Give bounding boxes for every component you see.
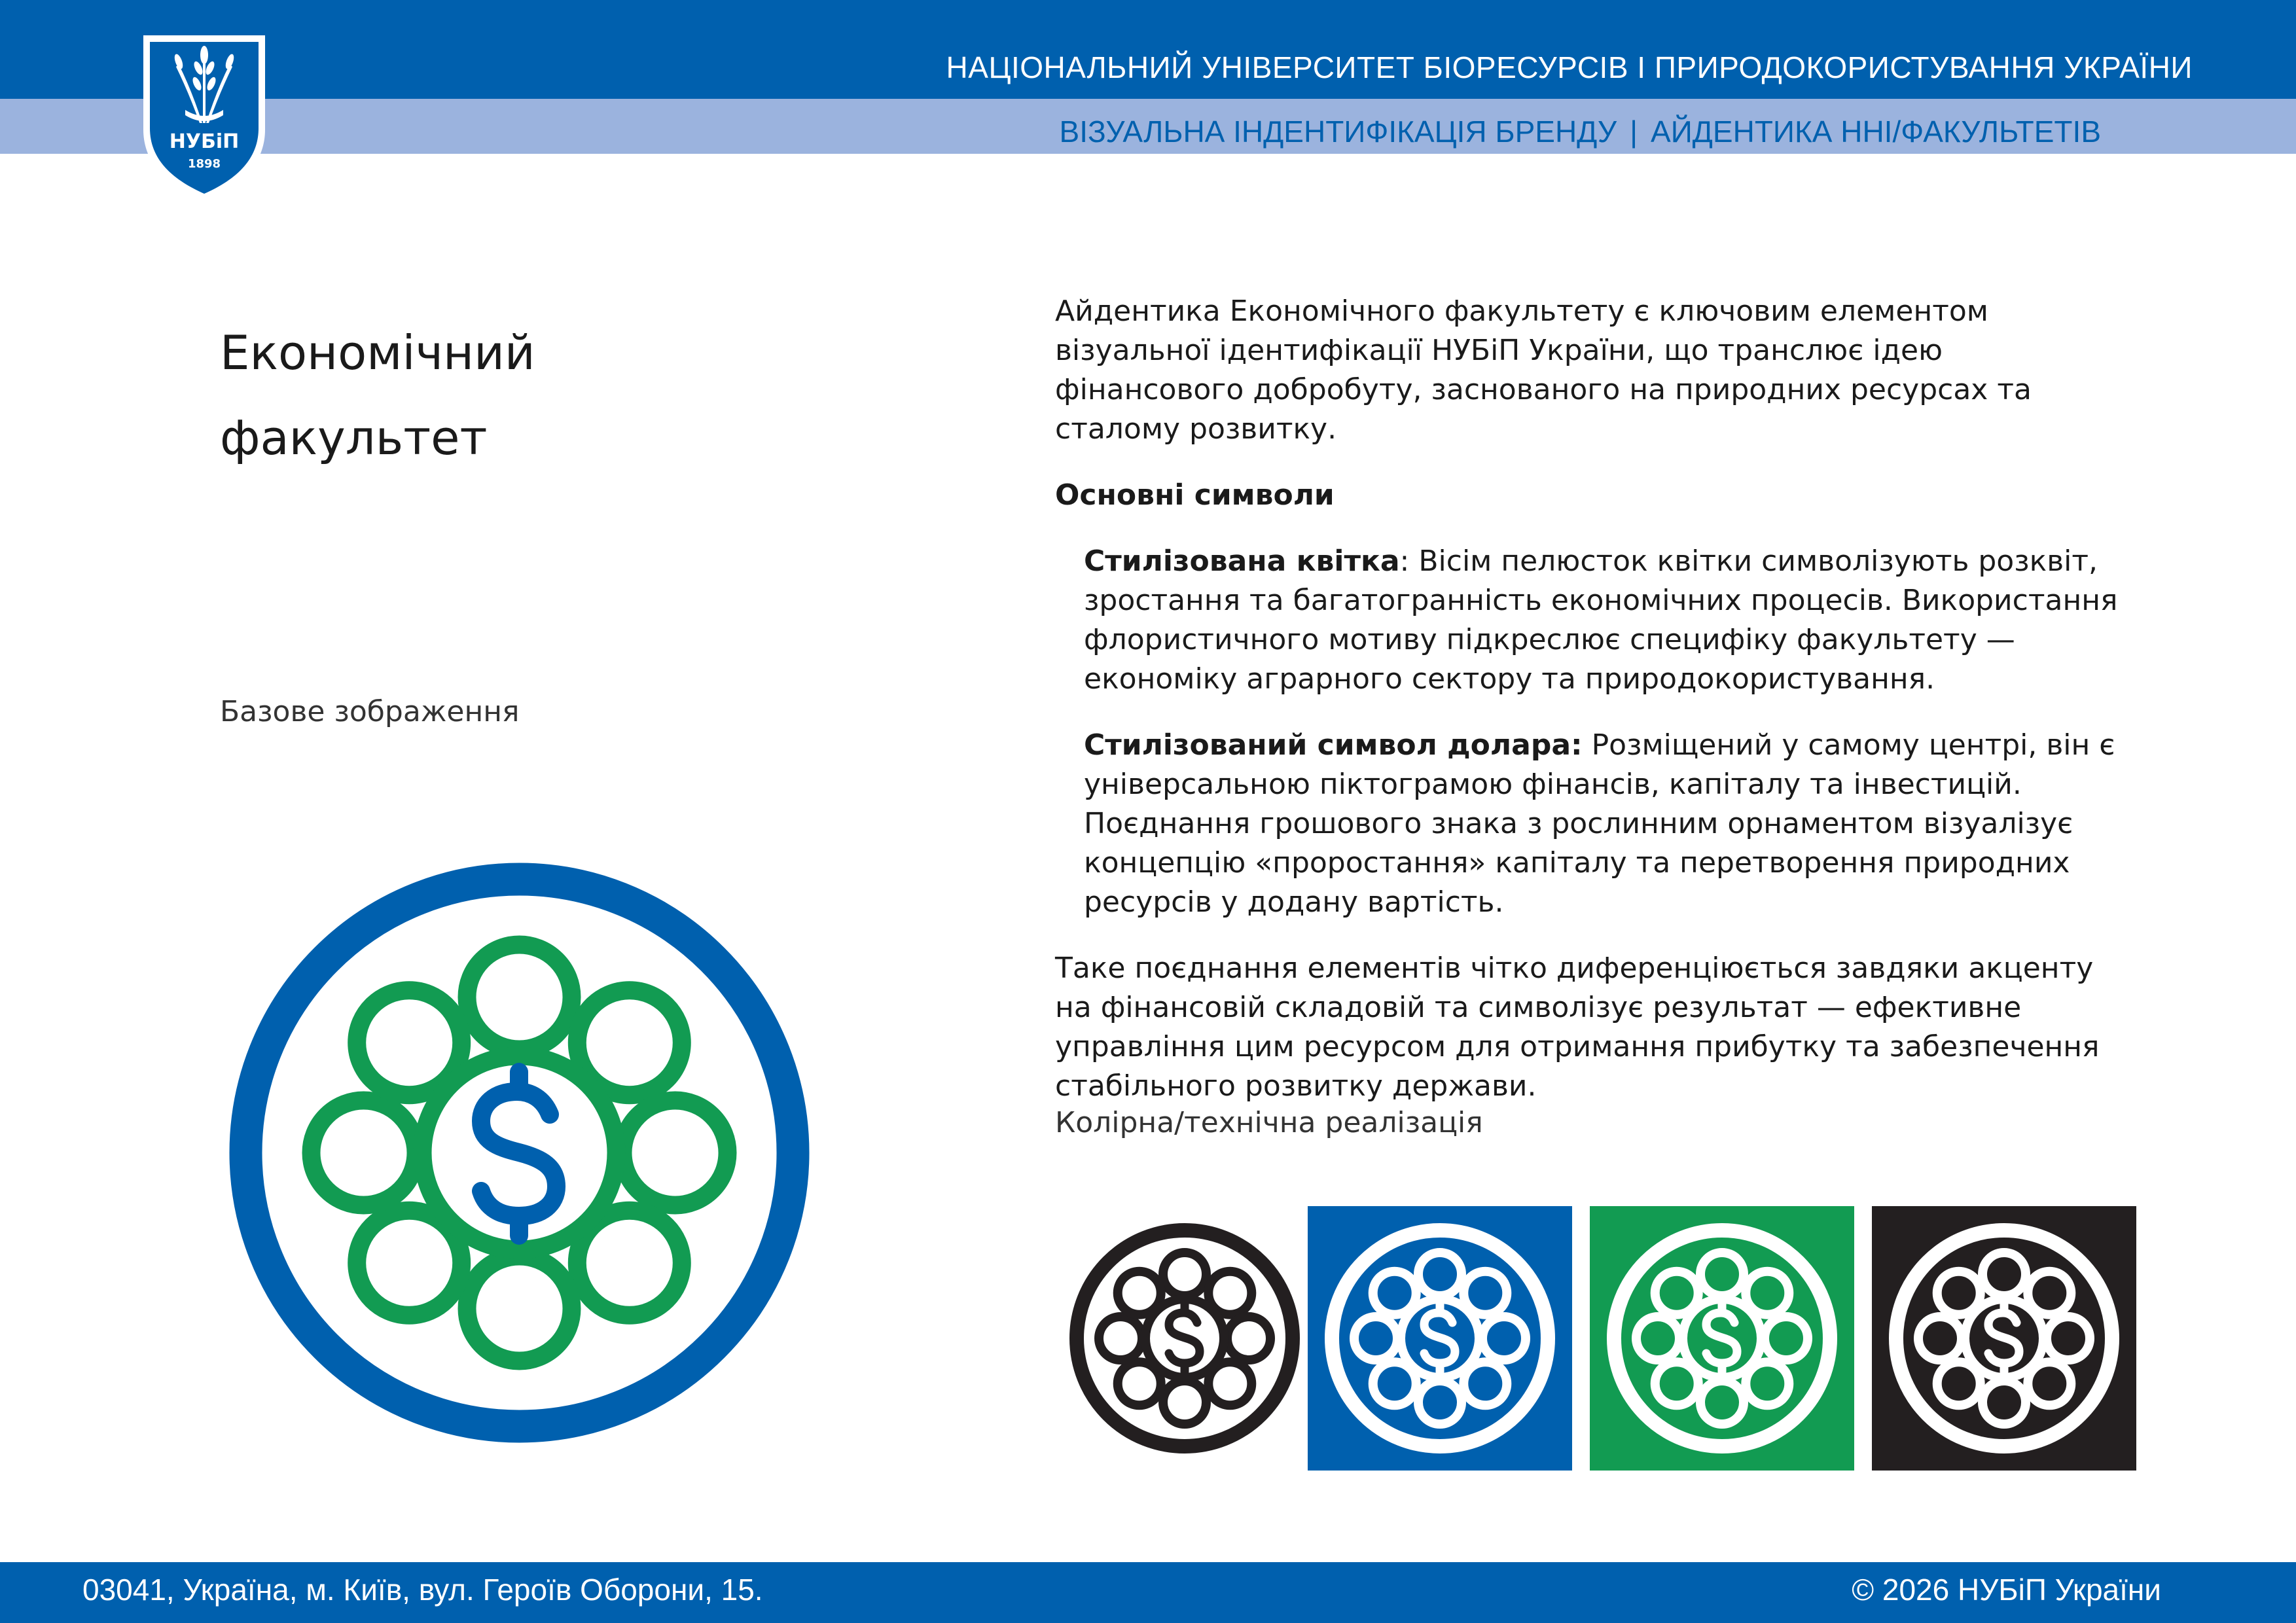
flower-text: : Вісім пелюсток квітки символізують розквіт, зростання та багатогранність економічних процесів. Використання флористичного мотиву підкреслює специфіку факультету — економіку аграрного сектору та природокористування. — [1084, 544, 2118, 696]
logo-year: 1898 — [187, 157, 221, 171]
university-name: НАЦІОНАЛЬНИЙ УНІВЕРСИТЕТ БІОРЕСУРСІВ І ПРИРОДОКОРИСТУВАННЯ УКРАЇНИ — [946, 50, 2193, 84]
dollar-text: Розміщений у самому центрі, він є універсальною піктограмою фінансів, капіталу та інвестицій. Поєднання грошового знака з рослинним орнаментом візуалізує концепцію «проростання» капіталу та перетворення природних ресурсів у додану вартість. — [1084, 728, 2115, 919]
dollar-term: Стилізований символ долара: — [1084, 728, 1583, 762]
flower-paragraph — [1084, 542, 2128, 699]
variant-emblem-icon — [1872, 1206, 2136, 1471]
flower-term: Стилізована квітка — [1084, 544, 1400, 578]
page-title-line2: факультет — [220, 410, 488, 465]
variant-green — [1590, 1206, 1854, 1471]
variant-emblem-icon — [1590, 1206, 1854, 1471]
footer-address: 03041, Україна, м. Київ, вул. Героїв Оборони, 15. — [82, 1573, 763, 1607]
footer-copyright: © 2026 НУБіП України — [1852, 1573, 2161, 1607]
variant-emblem-icon — [1308, 1206, 1572, 1471]
dollar-paragraph — [1084, 726, 2128, 922]
variant-blue — [1308, 1206, 1572, 1471]
page-title — [220, 310, 535, 480]
breadcrumb-subsection[interactable]: АЙДЕНТИКА ННІ/ФАКУЛЬТЕТІВ — [1651, 115, 2101, 149]
petal — [467, 945, 572, 1050]
variant-emblem-icon — [1052, 1206, 1317, 1471]
breadcrumb-section[interactable]: ВІЗУАЛЬНА ІНДЕНТИФІКАЦІЯ БРЕНДУ — [1059, 115, 1617, 149]
symbols-heading: Основні символи — [1055, 478, 1335, 512]
petal — [467, 1257, 572, 1361]
variant-black-outline — [1052, 1206, 1317, 1471]
base-image-label: Базове зображення — [220, 695, 520, 728]
logo-abbr: НУБіП — [169, 130, 240, 153]
flower-dollar-icon — [312, 945, 728, 1361]
petal — [312, 1101, 416, 1205]
conclusion-paragraph: Таке поєднання елементів чітко диференціюється завдяки акценту на фінансовій складовій та символізує результат — ефективне управління цим ресурсом для отримання прибутку та забезпечення стабільного розвитку держави. — [1055, 952, 2100, 1103]
description-block — [1055, 292, 2128, 1133]
variant-black — [1872, 1206, 2136, 1471]
intro-paragraph: Айдентика Економічного факультету є ключовим елементом візуальної ідентифікації НУБіП України, що транслює ідею фінансового добробуту, заснованого на природних ресурсах та сталому розвитку. — [1055, 294, 2032, 446]
main-emblem — [229, 863, 810, 1443]
university-logo[interactable] — [139, 31, 269, 207]
petal — [623, 1101, 728, 1205]
section-breadcrumb — [1060, 114, 2101, 149]
color-variants-label: Колірна/технічна реалізація — [1055, 1106, 1483, 1139]
breadcrumb-separator: | — [1630, 115, 1638, 149]
page-title-line1: Економічний — [220, 325, 535, 380]
